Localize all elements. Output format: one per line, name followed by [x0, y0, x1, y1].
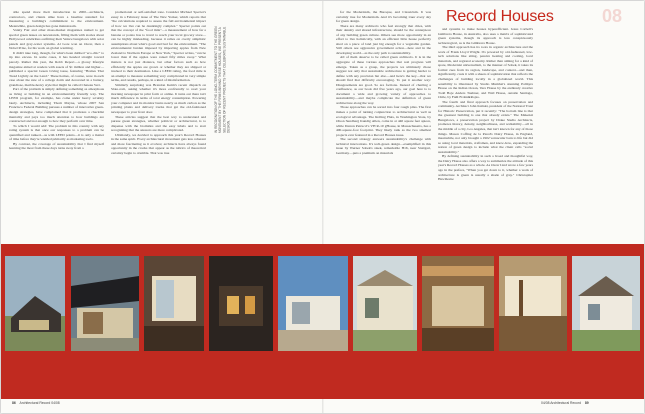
- paragraph: The third approach has its roots in organic architecture and the work of Frank Lloyd Wright. It's powered by old-fashioned, low-tech solutions like siting, passive heating and cooling, local materials, and regional economy. Rather than aiming for a kind of spare, Modernist universalism, to the manner of Sobek, it takes its formal cues from its region, landscape, and context—and then, significantly, casts it with a sheen of sophistication that reflects the challenges of building locally in a globalized world. This sensibility is illustrated by Studio Mumbai's stunning Palmyra House on the Indian Ocean, Vera House by the endlessly creative Todd Boje Anders Tuebner, and Wall House, outside Santiago, Chile, by FAR Frohn&Rojas.: [438, 45, 533, 100]
- paragraph: It didn't take long, though, for what's been dubbed "eco-chic" to tip into excess. In some cases, it has headed straight toward parody. Rather this year, the Robb Report—a glossy lifestyle magazine aimed at readers with assets of $1 million and higher—published a special Green Living issue, featuring "Homes That Tread Lightly on the Land." These homes, of course, were in each case about the size of a college dorm and decorated in a buttery, grandiose, marble-heavy style that might be called Chateau Vert.: [9, 50, 104, 87]
- paragraph: By defining sustainability in such a broad and thoughtful way, the Dairy House also offers a way to summarize the attitude of this year's Record Houses as a whole. As Oscar Lind wrote a few years ago in the preface, "When you get down to it, whether a work of architecture is green is usually a shade of gray." Christopher Hawthorne: [438, 154, 533, 182]
- paragraph: The second strategy answers sustainability's challenge with technical innovations. It's tech-green design—exemplified in this issue by Werner Sobek's sleek, remarkable H16, near Stuttgart, Germany—puts a premium on materials: [336, 137, 431, 155]
- paragraph: Part of the problem is simply defining something as amorphous as living or building in an environmentally friendly way. The LEED program, for example, has come under heavy scrutiny lately. Architects, including Thom Mayne, whose 2007 San Francisco Federal Building pursues a number of innovative green-design strategies, have complained that it promotes a checklist mentality and pays too much attention to how buildings are constructed and not enough to how they perform over time.: [9, 87, 104, 124]
- photo-dark-pavilion: [71, 256, 139, 351]
- paragraph: All of them deserve to be called green architects. It is in the aggregate of these various approaches that real progress will emerge. Taken as a group, the projects we ultimately chose suggest not only that sustainable architecture is getting harder to define with any precision but also—and here's the key—that we should find that difficulty encouraging. To put it another way: Disagreements are good. So are factions. Instead of charting a confluence, as our book did five years ago, our goal here is to document a wide and growing variety of approaches to sustainability—and maybe complicate the definition of green architecture along the way.: [336, 55, 431, 105]
- text-column-left-2: [111, 10, 206, 242]
- footer-left-publication: Architectural Record 04/08: [19, 401, 60, 405]
- footer-left: [9, 401, 60, 405]
- photo-rolling-huts: [5, 256, 65, 351]
- section-year: 08: [602, 6, 623, 26]
- text-column-right-2: [438, 27, 533, 242]
- paragraph: To which I would add: The problem in this country with any rating system is that once our responses to a problem can be quantified and ranked—as with LEED points—it is only a matter of time before they're wielded primarily as marketing tools.: [9, 123, 104, 142]
- footer-right-publication: 04/08 Architectural Record: [541, 401, 581, 405]
- magazine-spread: [1, 1, 644, 413]
- paragraph: and systems to make houses hyperefficient. Jesus Corbell's Gimbrera House, in Australia, also uses a matrix of sophisticated green systems, though its approach is less conspicuously technological, as is the Gimbrera House.: [438, 27, 533, 45]
- page-number-right: 89: [584, 401, 589, 405]
- page-number-left: 86: [12, 401, 16, 405]
- photo-dark-house-night: [209, 256, 273, 351]
- text-column-right-1: [336, 10, 431, 242]
- photo-bungalow-courtyard: [353, 256, 417, 351]
- paragraph: There are many architects who feel strongly that cities, with their density and shared infrastructure, should be the centerpiece of any building green culture. Others see more opportunity in an effort to live holistically, with an efficient little house perfectly sited on a piece of land just big enough for a vegetable garden. Still others see aggressive government action—here and in the developing world—as the only path to sustainability.: [336, 23, 431, 55]
- paragraph: able spend more their introduction in 2000—architects, contractors, and clients alike have a baseline standard for measuring a building's commitment to the environment. Meanwhile, green design has gone mainstream.: [9, 10, 104, 28]
- photo-timber-interior: [422, 256, 494, 351]
- text-column-left-1: [9, 10, 104, 242]
- footer-right: [541, 401, 592, 405]
- photo-modern-house-sky: [278, 256, 348, 351]
- photo-cabin-interior: [144, 256, 204, 351]
- paragraph: for the Modernism, the Baroque, and Classicism. It was certainly true for Modernism. And it's becoming truer every day for green design.: [336, 10, 431, 24]
- photo-farm-house: [572, 256, 640, 351]
- paragraph: These articles suggest that the best way to understand and pursue green strategies, whether political or architectural, is to dispense with the bromides and the easy labels and to start recognizing that the answers are more complicated.: [111, 114, 206, 133]
- photo-wooden-deck: [499, 256, 567, 351]
- paragraph: promotional or self-satisfied tone. Consider Michael Specter's essay in a February issue of The New Yorker, which reports that "the calculations required to assess the full environmental impact of how we live can be dauntingly complex." Specter points out that the concept of the "food mile"—a measurement of how far a banana or potato has to travel to reach your local grocery store—can be highly misleading, because it relies on overly simplistic assumptions about what's good and bad for the environment. "The environmental burden imposed by importing apples from New Zealand to Northern Europe or New York," Specter writes, "can be lower than if the apples were raised fifty miles away." What matters is not just distance, but other factors such as how efficiently the apples are grown or whether they are shipped or trucked to their destination. Like a LEED rating, the food mile is an attempt to measure something very complicated in very simple terms, and results, perhaps, in a kind of misinformation.: [111, 10, 206, 83]
- paragraph: The fourth and final approach focuses on preservation and community. Architect John Kaliski, president of the National Trust for Historic Preservation, put it recently: "The bottom line is that the greenest building is one that already exists." The Makenzi Bungalows, a preservation project by Drake Studio Architects, promotes history, density, neighborliness, and walkability—all in the middle of a city, Los Angeles, that isn't known for any of those things. Mason Coffing de la Pared's Dairy House, in England, meanwhile, not only brought a 1902 vernacular barn to life but did so using local materials, craftsmen, and know-how, expanding the notion of green design to include what the client calls "social sustainability.": [438, 99, 533, 154]
- paragraph: Similarly surprising was Brandon Keim's recent dispatch on Slate.com, asking whether it's more ecofriendly to read your morning newspaper in print form or online. It turns out there isn't much difference in terms of total energy consumption. Powering your computer and its monitor burns nearly as much carbon as the printing plants and delivery trucks that get the old-fashioned newspaper to your front door.: [111, 82, 206, 115]
- paragraph: Vanity Fair and other mass-market magazines rushed to get special green issues on newsstands, filling them with stories about Hollywood celebrities outfitting their Venice bungalows with solar panels and gray-water systems. Al Gore won an Oscar, then a Nobel Prize, for his work on global warming.: [9, 28, 104, 51]
- paragraph: Ultimately, we decided to approach this year's Record Houses in the same spirit. Every architectural movement gets less coherent and more fascinating as it evolves; architects have always found opportunity in the cracks that appear as the rubrics of theoretical certainty begin to crumble. That was true: [111, 132, 206, 155]
- paragraph: By contrast, the coverage of sustainability that I find myself learning the most from these days turns away from a: [9, 141, 104, 151]
- paragraph: Those approaches can be sorted into four rough piles. The first makes a point of turning conjunction to architectural as well as ecological advantage. The Rolling Huts, in Washington State, by Olson Sundberg Kundig Allen, come in at 440 square feet apiece, while Darren Petrucci's VH R-10 gHouse, in Massachusetts, has a 400-square-foot footprint. They likely rank as the two smallest projects ever featured in a Record Houses issue.: [336, 105, 431, 137]
- section-title: Record Houses: [446, 8, 554, 25]
- vertical-caption: IN RECOGNITION OF THE LONG-TERM COMMITMENT TO THE GREEN MOVEMENT BY THE FIRMS BEHIND THESE HOUSES, WE PRESENT A SELECTION OF RECENT PROJECTS THAT CELEBRATE SUSTAINABLE DESIGN.: [214, 26, 231, 133]
